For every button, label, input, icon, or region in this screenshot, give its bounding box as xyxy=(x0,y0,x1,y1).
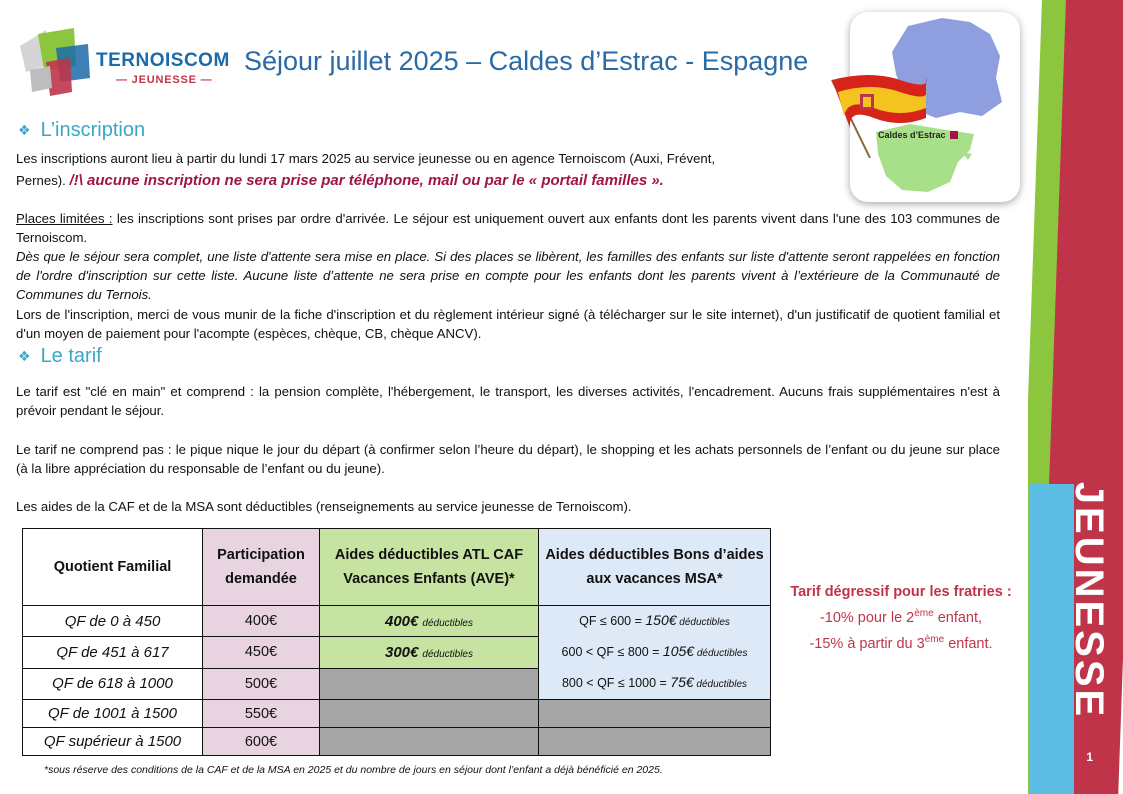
fratrie-line-1 xyxy=(772,603,1030,629)
fratrie-l2-start: -15% à partir du 3 xyxy=(809,635,925,652)
fratrie-title: Tarif dégressif pour les fratries : xyxy=(790,584,1012,600)
atl-cell-empty xyxy=(320,728,539,756)
table-row xyxy=(23,728,771,756)
participation-cell: 500€ xyxy=(203,668,320,699)
logo-shapes-icon xyxy=(16,26,106,98)
diamond-bullet-icon: ❖ xyxy=(18,348,31,364)
atl-cell-empty xyxy=(320,668,539,699)
diamond-bullet-icon: ❖ xyxy=(18,122,31,138)
inscription-line-1: Les inscriptions auront lieu à partir du lundi 17 mars 2025 au service jeunesse ou en agence Ternoiscom (Auxi, Frévent, xyxy=(16,151,716,166)
msa-cond: QF ≤ 600 = xyxy=(579,614,646,628)
ternoiscom-logo xyxy=(16,26,236,98)
section-heading-inscription xyxy=(18,119,145,142)
atl-amount: 400€ xyxy=(385,612,419,630)
msa-cell-empty xyxy=(539,728,771,756)
header-qf: Quotient Familial xyxy=(23,529,203,606)
qf-cell: QF de 451 à 617 xyxy=(23,637,203,668)
header-participation: Participation demandée xyxy=(203,529,320,606)
atl-cell-empty xyxy=(320,700,539,728)
section-title: L’inscription xyxy=(40,119,146,141)
waiting-list-paragraph: Dès que le séjour sera complet, une liste d'attente sera mise en place. Si des places se libèrent, les familles des enfants sur liste d'attente seront rappelées en fonction de l'ordre d'inscription sur cette liste. Aucune liste d’attente ne sera prise en compte pour les enfants dont les parents vivent à l’extérieure de la Communauté de Communes du Ternois. xyxy=(16,249,1000,302)
places-label: Places limitées : xyxy=(16,211,113,226)
msa-line xyxy=(539,606,770,637)
fratrie-line-2 xyxy=(772,629,1030,655)
places-paragraph xyxy=(16,209,1000,247)
atl-cell xyxy=(320,637,539,668)
atl-cell xyxy=(320,606,539,637)
documents-paragraph: Lors de l'inscription, merci de vous munir de la fiche d'inscription et du règlement intérieur signé (à télécharger sur le site internet), d'un justificatif de quotient familial et d'un moyen de paiement pour l'acompte (espèces, chèque, CB, chèque ANCV). xyxy=(16,307,1000,341)
participation-cell: 450€ xyxy=(203,637,320,668)
fratrie-note xyxy=(772,582,1030,655)
side-label-wrap xyxy=(1059,481,1119,719)
section-title: Le tarif xyxy=(40,345,102,367)
inscription-line-2 xyxy=(16,171,1000,190)
header-atl: Aides déductibles ATL CAF Vacances Enfants (AVE)* xyxy=(320,529,539,606)
participation-cell: 600€ xyxy=(203,728,320,756)
table-row xyxy=(23,606,771,637)
msa-cell-empty xyxy=(539,700,771,728)
inscription-line-2-start: Pernes). xyxy=(16,173,70,188)
participation-cell: 550€ xyxy=(203,700,320,728)
msa-cond: 800 < QF ≤ 1000 = xyxy=(561,676,671,690)
tarif-table xyxy=(22,528,771,756)
fratrie-l1-start: -10% pour le 2 xyxy=(819,609,915,626)
tarif-paragraph-3: Les aides de la CAF et de la MSA sont déductibles (renseignements au service jeunesse de Ternoiscom). xyxy=(16,499,632,514)
participation-cell: 400€ xyxy=(203,606,320,637)
qf-cell: QF de 1001 à 1500 xyxy=(23,700,203,728)
msa-line xyxy=(539,668,770,699)
inscription-paragraph xyxy=(16,149,1000,190)
msa-amount: 105€ xyxy=(662,643,695,659)
fratrie-l2-sup: ème xyxy=(924,633,945,645)
fratrie-l1-sup: ème xyxy=(914,608,934,619)
section-heading-tarif xyxy=(18,345,102,368)
qf-cell: QF de 618 à 1000 xyxy=(23,668,203,699)
header-msa: Aides déductibles Bons d’aides aux vacances MSA* xyxy=(539,529,771,606)
table-row xyxy=(23,700,771,728)
spain-flag-icon xyxy=(830,74,928,158)
fratrie-l1-end: enfant, xyxy=(933,609,983,626)
fratrie-l2-end: enfant. xyxy=(944,635,993,652)
msa-line xyxy=(539,637,770,668)
side-label: JEUNESSE xyxy=(1067,481,1112,719)
map-label: Caldes d’Estrac xyxy=(878,130,946,140)
page-title: Séjour juillet 2025 – Caldes d’Estrac - Espagne xyxy=(244,46,809,76)
tarif-paragraph-2: Le tarif ne comprend pas : le pique nique le jour du départ (à confirmer selon l’heure du départ), le shopping et les achats personnels de l’enfant ou du jeune sur place (à la libre appréciation du responsable de l’enfant ou du jeune). xyxy=(16,442,1000,476)
tarif-paragraph-1: Le tarif est "clé en main" et comprend : la pension complète, l'hébergement, le transport, les diverses activités, l'encadrement. Aucuns frais supplémentaires n'est à prévoir pendant le séjour. xyxy=(16,384,1000,418)
logo-brand: TERNOISCOM xyxy=(96,50,230,71)
msa-amount: 150€ xyxy=(645,612,677,628)
msa-note: déductibles xyxy=(676,617,730,628)
msa-note: déductibles xyxy=(694,648,748,659)
places-text: les inscriptions sont prises par ordre d'arrivée. Le séjour est uniquement ouvert aux enfants dont les parents vivent dans l'une des 103 communes de Ternoiscom. xyxy=(16,211,1000,245)
atl-note: déductibles xyxy=(422,648,473,660)
msa-note: déductibles xyxy=(693,679,748,690)
qf-cell: QF supérieur à 1500 xyxy=(23,728,203,756)
map-location-marker xyxy=(950,131,958,139)
atl-note: déductibles xyxy=(422,617,473,629)
table-header-row xyxy=(23,529,771,606)
msa-amount: 75€ xyxy=(670,674,694,690)
footnote: *sous réserve des conditions de la CAF et de la MSA en 2025 et du nombre de jours en séjour dont l’enfant a déjà bénéficié en 2025. xyxy=(44,764,663,776)
msa-cell xyxy=(539,606,771,700)
inscription-warning: /!\ aucune inscription ne sera prise par téléphone, mail ou par le « portail familles ». xyxy=(69,172,664,189)
atl-amount: 300€ xyxy=(385,643,419,661)
msa-cond: 600 < QF ≤ 800 = xyxy=(561,645,663,659)
qf-cell: QF de 0 à 450 xyxy=(23,606,203,637)
page-number: 1 xyxy=(1086,750,1093,764)
logo-subtitle: — JEUNESSE — xyxy=(116,74,213,86)
